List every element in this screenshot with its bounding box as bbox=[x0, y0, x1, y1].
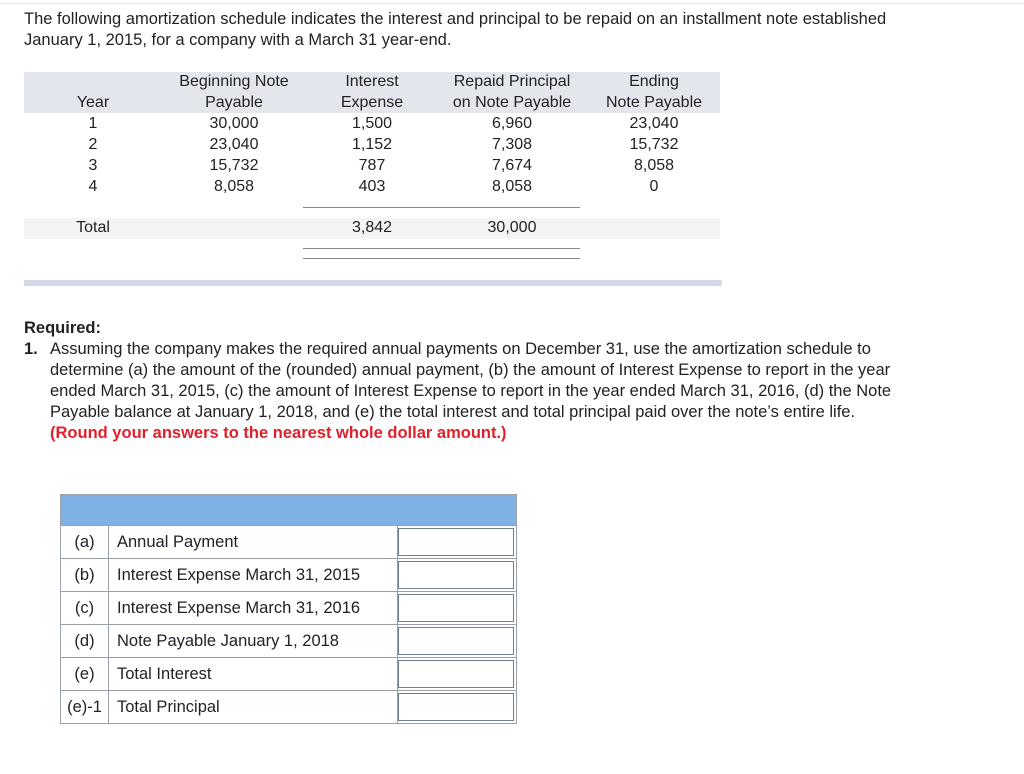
answer-row-label: Interest Expense March 31, 2016 bbox=[117, 599, 361, 617]
answer-row-label: Total Principal bbox=[117, 698, 220, 716]
answer-row-letter: (a) bbox=[61, 526, 109, 558]
row-3-year: 3 bbox=[88, 157, 98, 174]
header-ending-line1: Ending bbox=[629, 73, 679, 90]
answer-table bbox=[60, 494, 517, 724]
total-double-rule-bottom bbox=[303, 258, 580, 259]
row-3-beginning: 15,732 bbox=[209, 157, 259, 174]
required-number: 1. bbox=[24, 340, 38, 358]
intro-text: The following amortization schedule indicates the interest and principal to be repaid on an installment note established January 1, 2015, for a company with a March 31 year-end. bbox=[24, 10, 887, 49]
header-repaid-line1: Repaid Principal bbox=[453, 73, 571, 90]
row-1-ending: 23,040 bbox=[629, 115, 679, 132]
row-1-beginning: 30,000 bbox=[209, 115, 259, 132]
total-principal-input[interactable] bbox=[398, 693, 514, 721]
header-year: Year bbox=[76, 94, 110, 111]
answer-row-letter: (c) bbox=[61, 592, 109, 624]
annual-payment-input[interactable] bbox=[398, 528, 514, 556]
required-section bbox=[24, 318, 894, 444]
note-payable-2018-input[interactable] bbox=[398, 627, 514, 655]
row-4-repaid: 8,058 bbox=[491, 178, 533, 195]
row-1-interest: 1,500 bbox=[351, 115, 393, 132]
row-2-ending: 15,732 bbox=[629, 136, 679, 153]
row-4-beginning: 8,058 bbox=[213, 178, 255, 195]
total-repaid: 30,000 bbox=[487, 219, 537, 236]
answer-row-label: Interest Expense March 31, 2015 bbox=[117, 566, 361, 584]
total-interest: 3,842 bbox=[351, 219, 393, 236]
required-title: Required: bbox=[24, 319, 102, 337]
section-divider-bar bbox=[24, 280, 722, 286]
row-2-repaid: 7,308 bbox=[491, 136, 533, 153]
answer-row-b bbox=[61, 559, 516, 592]
row-2-year: 2 bbox=[88, 136, 98, 153]
answer-row-letter: (e)-1 bbox=[61, 691, 109, 723]
header-ending-line2: Note Payable bbox=[605, 94, 703, 111]
rounding-note: (Round your answers to the nearest whole dollar amount.) bbox=[50, 424, 507, 442]
row-1-year: 1 bbox=[88, 115, 98, 132]
header-beginning-line2: Payable bbox=[205, 94, 263, 111]
row-1-repaid: 6,960 bbox=[491, 115, 533, 132]
required-text: Assuming the company makes the required annual payments on December 31, use the amortization schedule to determine (a) the amount of the (rounded) annual payment, (b) the amount of Interest Expense to report in the year ended March 31, 2015, (c) the amount of Interest Expense to report in the year ended March 31, 2016, (d) the Note Payable balance at January 1, 2018, and (e) the total interest and total principal paid over the note’s entire life. bbox=[50, 340, 892, 421]
interest-expense-2016-input[interactable] bbox=[398, 594, 514, 622]
answer-table-header bbox=[61, 495, 516, 526]
subtotal-rule bbox=[303, 207, 580, 208]
amortization-schedule bbox=[24, 72, 720, 272]
row-3-interest: 787 bbox=[358, 157, 386, 174]
total-double-rule-top bbox=[303, 248, 580, 249]
total-interest-input[interactable] bbox=[398, 660, 514, 688]
required-item-1 bbox=[24, 339, 894, 444]
answer-row-label: Annual Payment bbox=[117, 533, 239, 551]
header-beginning-line1: Beginning Note bbox=[179, 73, 289, 90]
row-4-ending: 0 bbox=[649, 178, 659, 195]
answer-row-letter: (b) bbox=[61, 559, 109, 591]
answer-row-e bbox=[61, 658, 516, 691]
answer-row-a bbox=[61, 526, 516, 559]
answer-row-letter: (e) bbox=[61, 658, 109, 690]
answer-row-d bbox=[61, 625, 516, 658]
total-label: Total bbox=[76, 219, 110, 236]
row-3-ending: 8,058 bbox=[633, 157, 675, 174]
header-interest-line2: Expense bbox=[340, 94, 404, 111]
answer-row-label: Total Interest bbox=[117, 665, 212, 683]
row-2-interest: 1,152 bbox=[351, 136, 393, 153]
answer-row-e1 bbox=[61, 691, 516, 723]
row-4-year: 4 bbox=[88, 178, 98, 195]
row-4-interest: 403 bbox=[358, 178, 386, 195]
answer-row-letter: (d) bbox=[61, 625, 109, 657]
row-3-repaid: 7,674 bbox=[491, 157, 533, 174]
row-2-beginning: 23,040 bbox=[209, 136, 259, 153]
answer-row-label: Note Payable January 1, 2018 bbox=[117, 632, 339, 650]
interest-expense-2015-input[interactable] bbox=[398, 561, 514, 589]
header-repaid-line2: on Note Payable bbox=[452, 94, 572, 111]
header-interest-line1: Interest bbox=[345, 73, 399, 90]
answer-row-c bbox=[61, 592, 516, 625]
top-divider bbox=[0, 3, 1024, 4]
